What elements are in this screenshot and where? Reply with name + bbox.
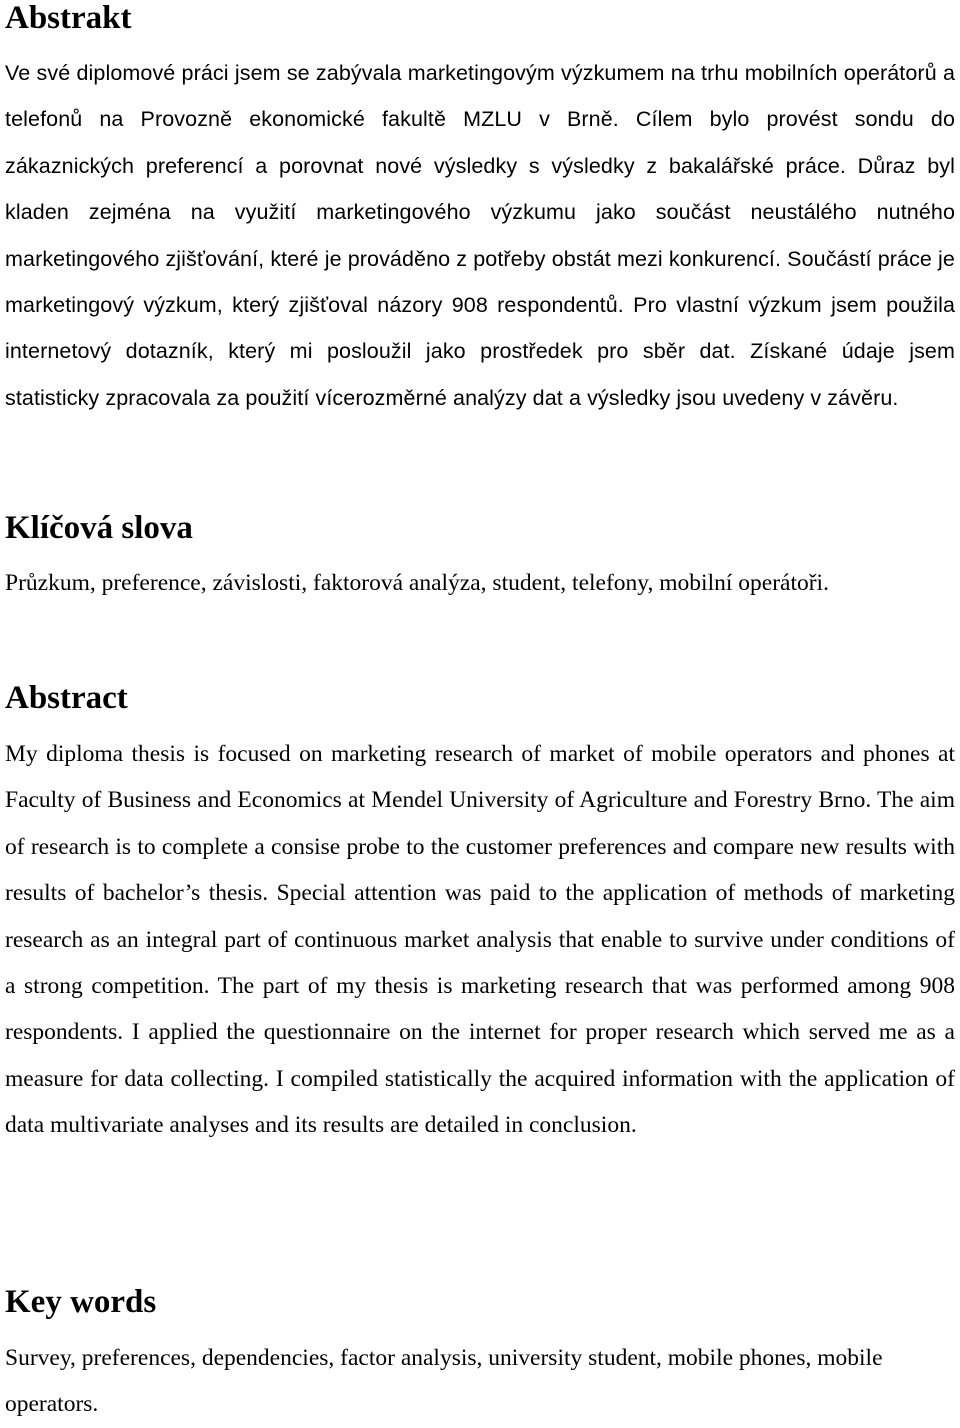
english-keywords-text: Survey, preferences, dependencies, factor analysis, university student, mobile phones, mobile operators. — [5, 1345, 883, 1418]
english-abstract-text: My diploma thesis is focused on marketing research of market of mobile operators and phones at Faculty of Business and Economics at Mendel University of Agriculture and Forestry Brno. The aim of research is to complete a consise probe to the customer preferences and compare new results with results of bachelor’s thesis. Special attention was paid to the application of methods of marketing research as an integral part of continuous market analysis that enable to survive under conditions of a strong competition. The part of my thesis is marketing research that was performed among 908 respondents. I applied the questionnaire on the internet for proper research which served me as a measure for data collecting. I compiled statistically the acquired information with the application of data multivariate analyses and its results are detailed in conclusion. — [5, 741, 955, 1139]
czech-abstract-heading: Abstrakt — [5, 0, 132, 36]
english-abstract-heading: Abstract — [5, 680, 128, 716]
english-keywords-heading: Key words — [5, 1284, 157, 1320]
czech-keywords-heading: Klíčová slova — [5, 510, 193, 546]
czech-abstract-text: Ve své diplomové práci jsem se zabývala marketingovým výzkumem na trhu mobilních operátorů a telefonů na Provozně ekonomické fakultě MZLU v Brně. Cílem bylo provést sondu do zákaznických preferencí a porovnat nové výsledky s výsledky z bakalářské práce. Důraz byl kladen zejména na využití marketingového výzkumu jako součást neustálého nutného marketingového zjišťování, které je prováděno z potřeby obstát mezi konkurencí. Součástí práce je marketingový výzkum, který zjišťoval názory 908 respondentů. Pro vlastní výzkum jsem použila internetový dotazník, který mi posloužil jako prostředek pro sběr dat. Získané údaje jsem statisticky zpracovala za použití vícerozměrné analýzy dat a výsledky jsou uvedeny v závěru. — [5, 61, 955, 410]
czech-keywords-text: Průzkum, preference, závislosti, faktorová analýza, student, telefony, mobilní operátoři. — [5, 570, 829, 596]
